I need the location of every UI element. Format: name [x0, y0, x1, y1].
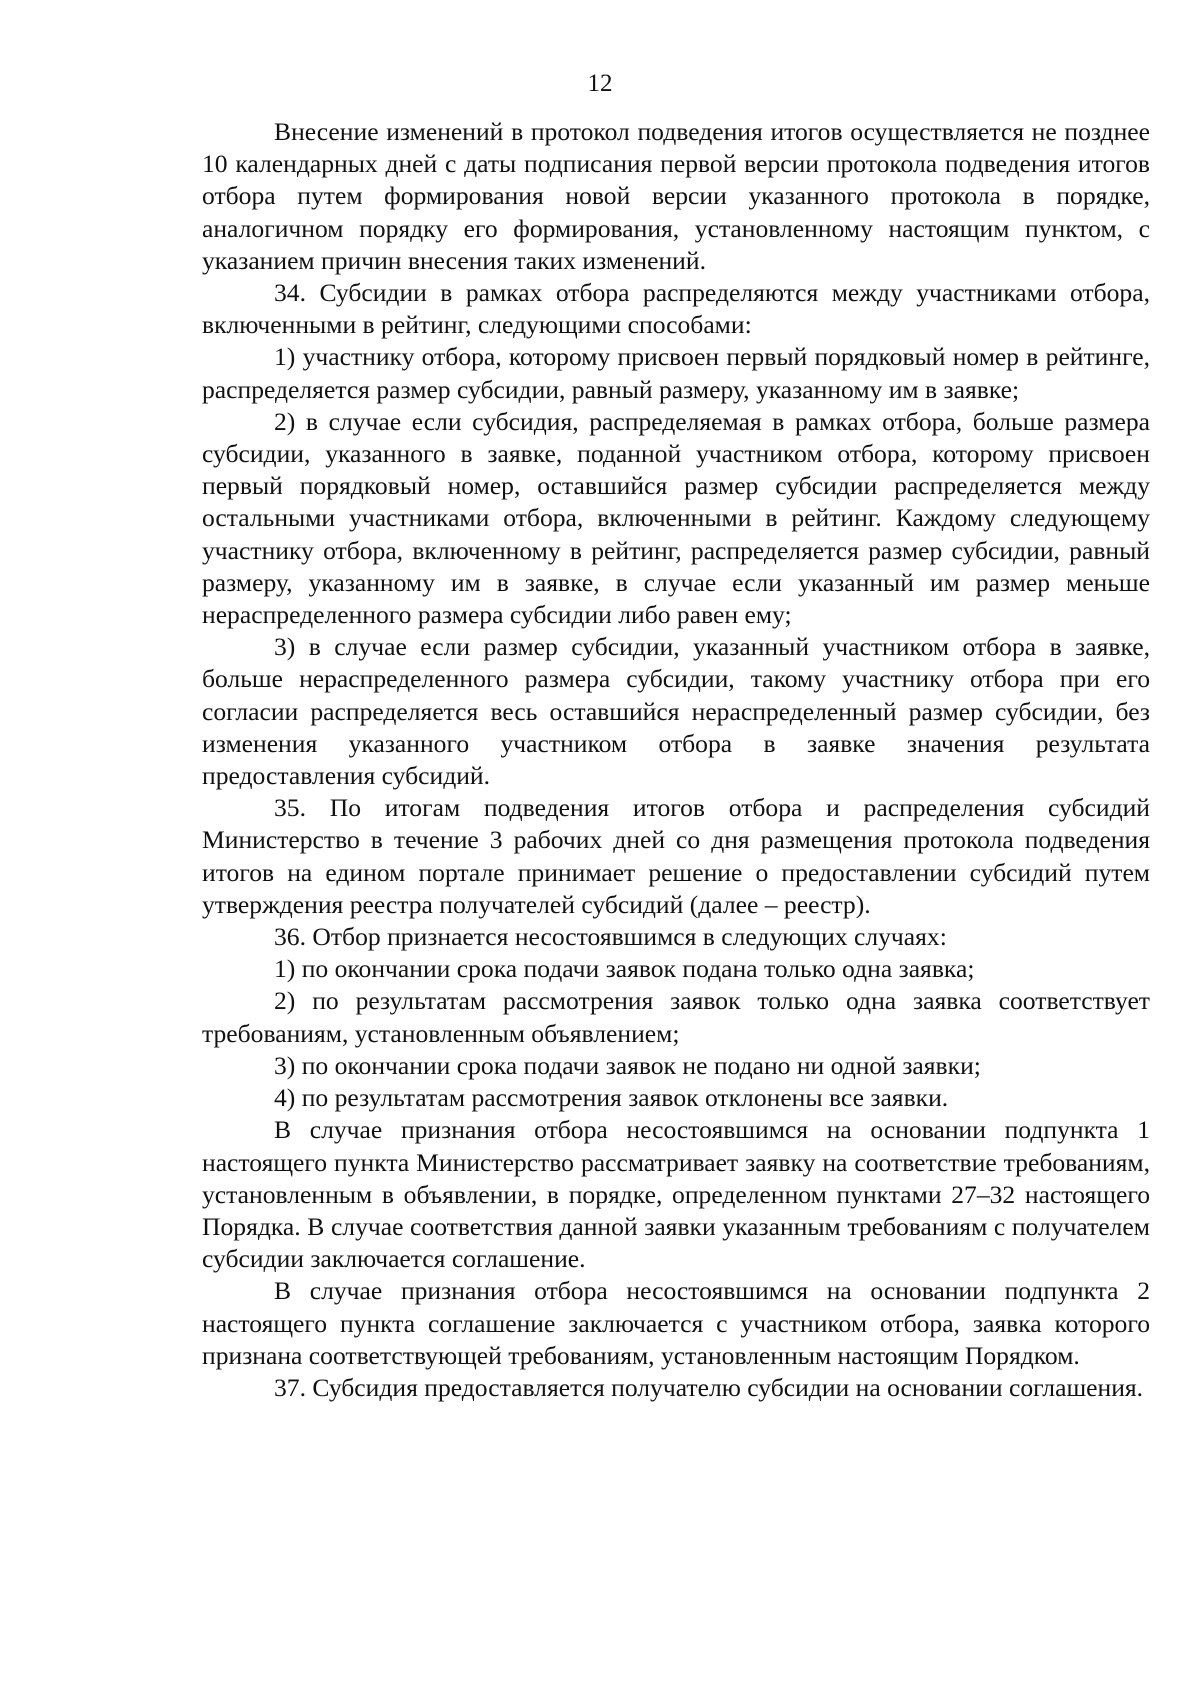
paragraph-item-36-sub-1: 1) по окончании срока подачи заявок подана только одна заявка;: [274, 954, 975, 984]
paragraph-item-36-sub-4: 4) по результатам рассмотрения заявок отклонены все заявки.: [274, 1083, 949, 1113]
paragraph-item-36: 36. Отбор признается несостоявшимся в следующих случаях:: [274, 922, 947, 952]
paragraph-item-34: 34. Субсидии в рамках отбора распределяются между участниками отбора, включенными в рейтинг, следующими способами:: [202, 278, 1150, 340]
paragraph-failed-selection-case-1: В случае признания отбора несостоявшимся на основании подпункта 1 настоящего пункта Министерство рассматривает заявку на соответствие требованиям, установленным в объявлении, в порядке, определенном пунктами 27–32 настоящего Порядка. В случае соответствия данной заявки указанным требованиям с получателем субсидии заключается соглашение.: [202, 1115, 1150, 1274]
paragraph-item-36-sub-3: 3) по окончании срока подачи заявок не подано ни одной заявки;: [274, 1050, 981, 1080]
paragraph-item-35: 35. По итогам подведения итогов отбора и распределения субсидий Министерство в течение 3 рабочих дней со дня размещения протокола подведения итогов на едином портале принимает решение о предоставлении субсидий путем утверждения реестра получателей субсидий (далее – реестр).: [202, 793, 1150, 919]
paragraph-item-34-sub-3: 3) в случае если размер субсидии, указанный участником отбора в заявке, больше нераспределенного размера субсидии, такому участнику отбора при его согласии распределяется весь оставшийся нераспределенный размер субсидии, без изменения указанного участником отбора в заявке значения результата предоставления субсидий.: [202, 632, 1150, 791]
paragraph-item-37: 37. Субсидия предоставляется получателю субсидии на основании соглашения.: [274, 1372, 1144, 1402]
paragraph-item-34-sub-2: 2) в случае если субсидия, распределяемая в рамках отбора, больше размера субсидии, указанного в заявке, поданной участником отбора, которому присвоен первый порядковый номер, оставшийся размер субсидии распределяется между остальными участниками отбора, включенными в рейтинг. Каждому следующему участнику отбора, включенному в рейтинг, распределяется размер субсидии, равный размеру, указанному им в заявке, в случае если указанный им размер меньше нераспределенного размера субсидии либо равен ему;: [202, 406, 1150, 630]
paragraph-item-34-sub-1: 1) участнику отбора, которому присвоен первый порядковый номер в рейтинге, распределяется размер субсидии, равный размеру, указанному им в заявке;: [202, 342, 1150, 404]
document-body: [202, 116, 1150, 1404]
paragraph-item-36-sub-2: 2) по результатам рассмотрения заявок только одна заявка соответствует требованиям, установленным объявлением;: [202, 986, 1150, 1048]
page-number: 12: [587, 70, 613, 97]
paragraph-failed-selection-case-2: В случае признания отбора несостоявшимся на основании подпункта 2 настоящего пункта соглашение заключается с участником отбора, заявка которого признана соответствующей требованиям, установленным настоящим Порядком.: [202, 1276, 1150, 1370]
paragraph-protocol-changes: Внесение изменений в протокол подведения итогов осуществляется не позднее 10 календарных дней с даты подписания первой версии протокола подведения итогов отбора путем формирования новой версии указанного протокола в порядке, аналогичном порядку его формирования, установленному настоящим пунктом, с указанием причин внесения таких изменений.: [202, 117, 1150, 275]
